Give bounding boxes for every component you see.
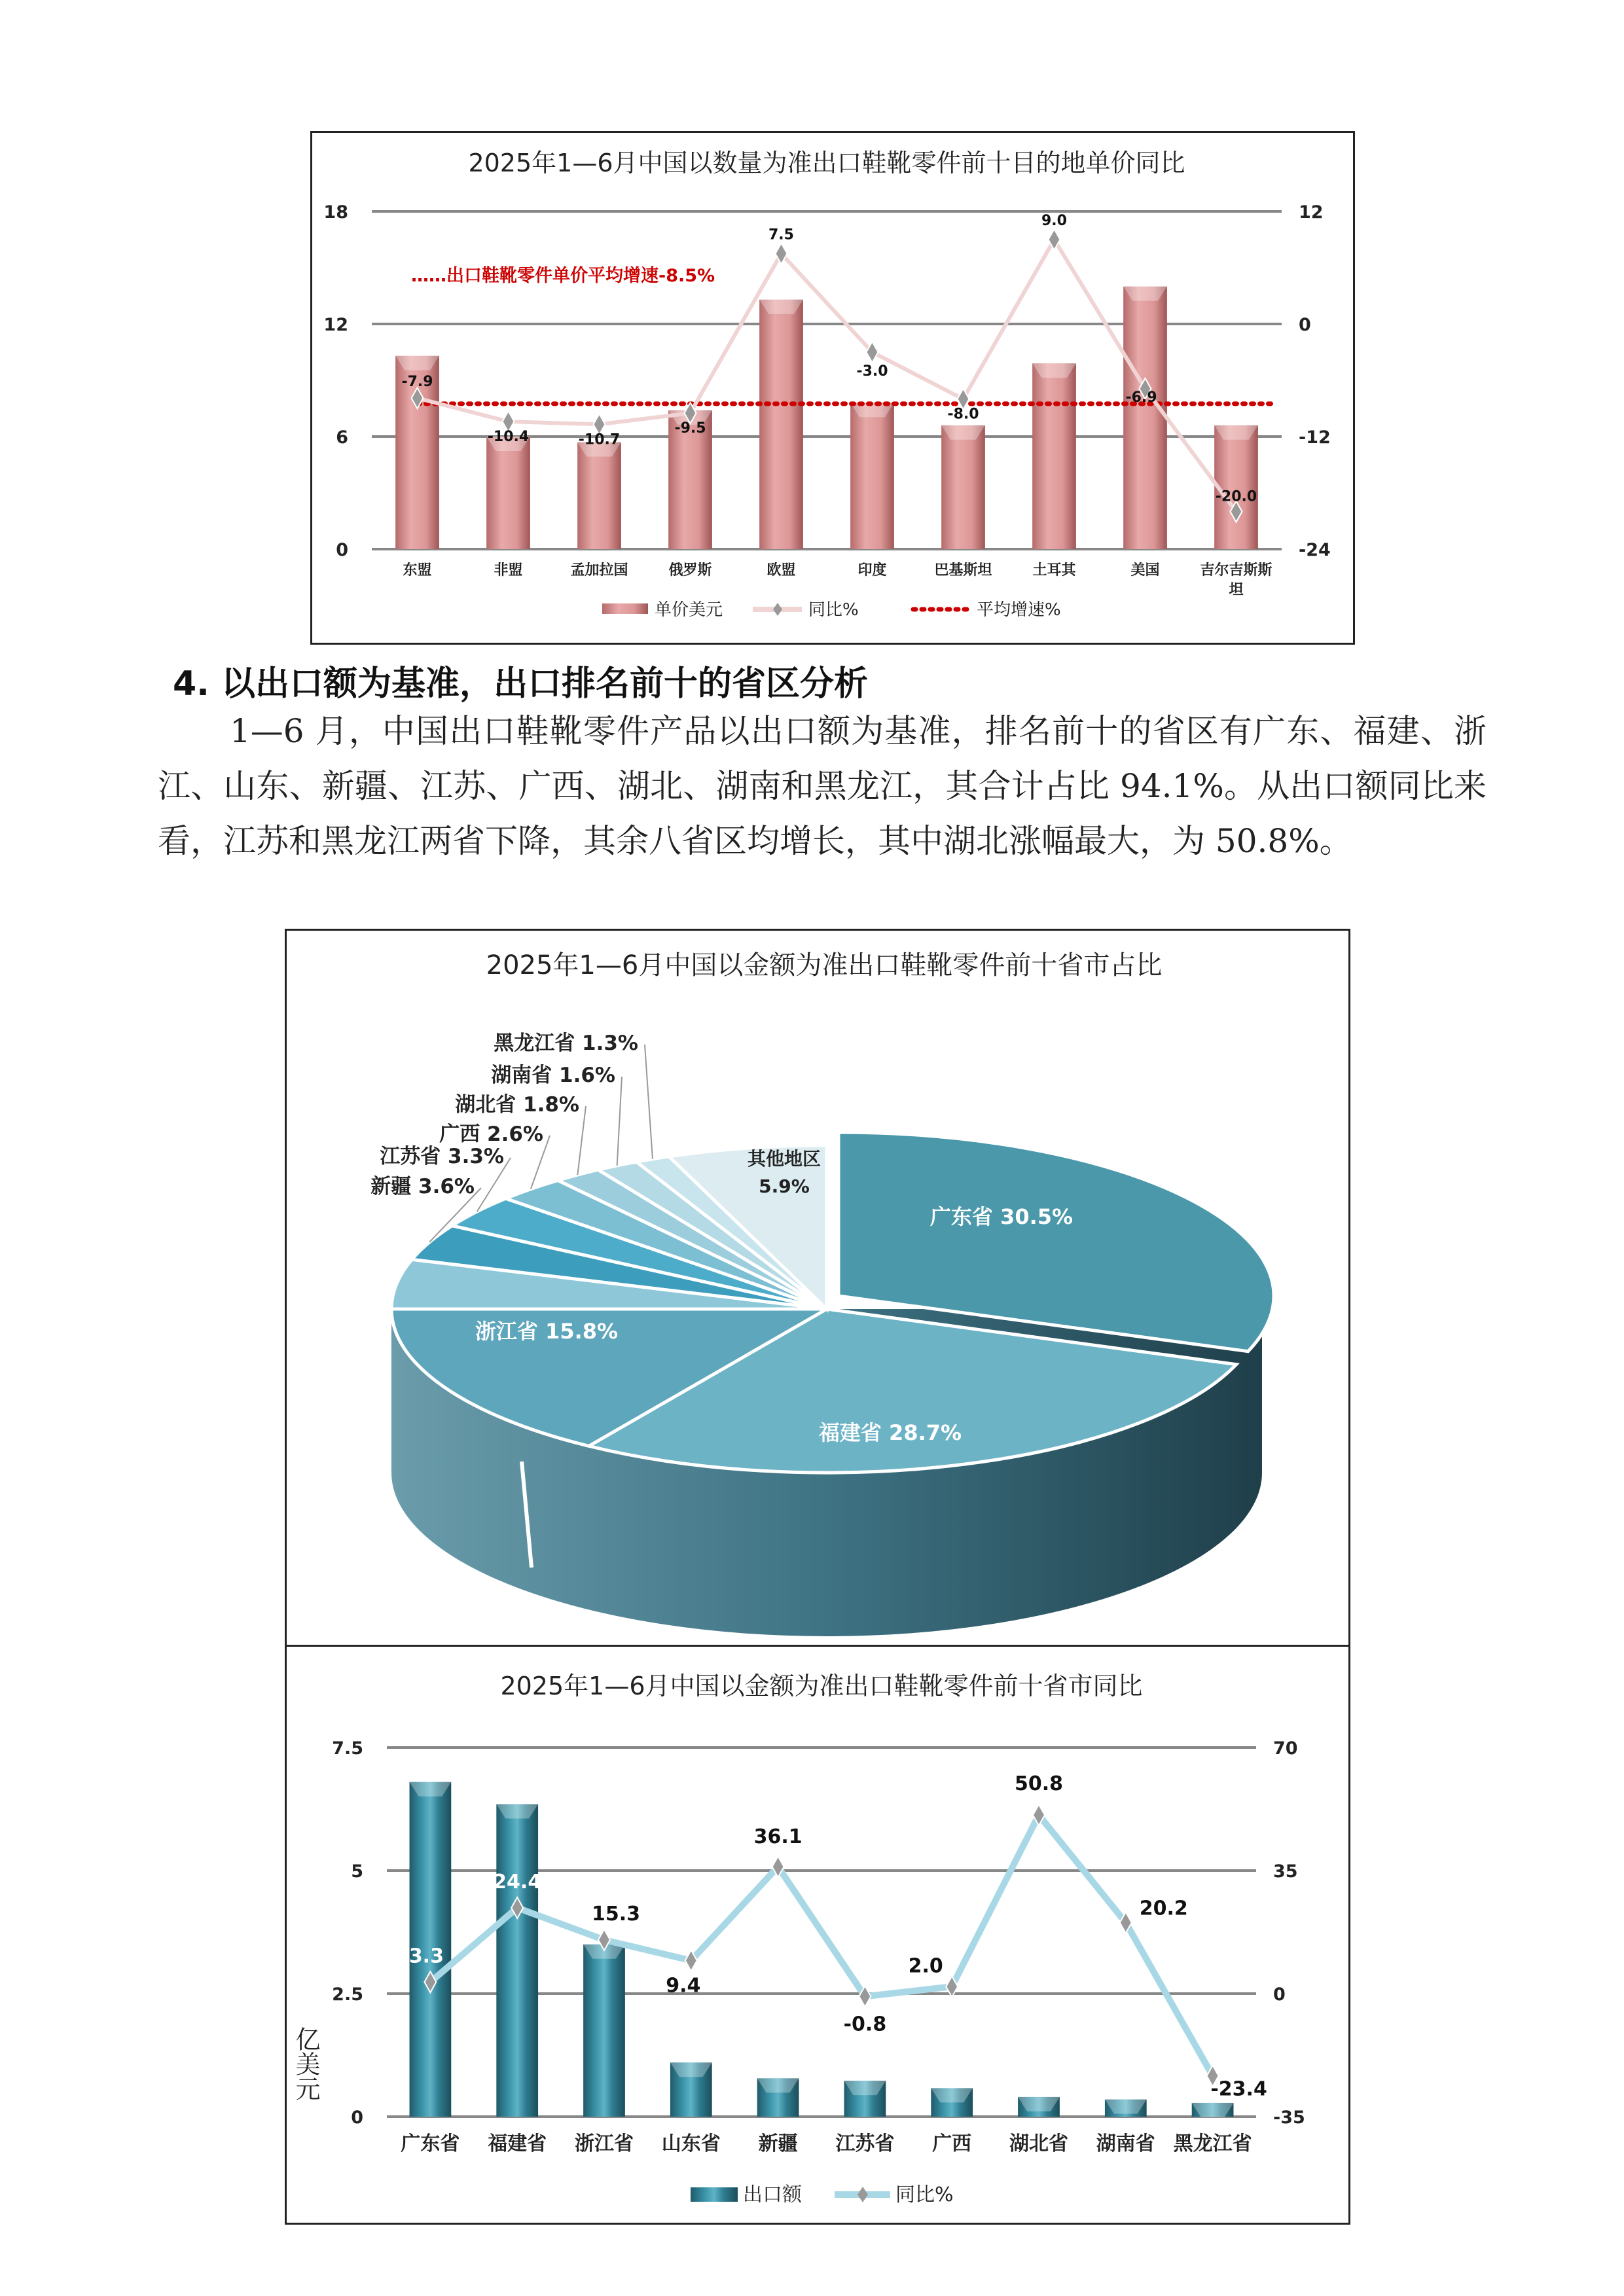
pie-label: 江苏省 3.3% bbox=[380, 1145, 504, 1168]
y2-tick-label: -35 bbox=[1273, 2108, 1305, 2128]
yoy-data-label: -3.0 bbox=[856, 363, 888, 380]
y2-tick-label: 70 bbox=[1273, 1738, 1298, 1759]
x-tick-label: 山东省 bbox=[661, 2132, 721, 2155]
legend-marker bbox=[857, 2187, 868, 2202]
legend-label: 同比% bbox=[808, 600, 859, 620]
x-tick-label: 欧盟 bbox=[767, 562, 796, 579]
pie-label: 湖南省 1.6% bbox=[491, 1064, 615, 1087]
yoy-data-label: -7.9 bbox=[401, 374, 433, 391]
y-tick-label: 18 bbox=[323, 202, 348, 223]
y-tick-label: 5 bbox=[351, 1861, 363, 1882]
yoy-data-label: 9.0 bbox=[1041, 213, 1067, 229]
legend-label: 同比% bbox=[895, 2183, 954, 2206]
y-tick-label: 2.5 bbox=[332, 1984, 363, 2005]
x-tick-label: 新疆 bbox=[758, 2132, 798, 2155]
yoy-data-label: 9.4 bbox=[666, 1974, 701, 1998]
y-tick-label: 0 bbox=[336, 540, 348, 560]
pie-label: 新疆 3.6% bbox=[370, 1175, 475, 1198]
pie-label: 5.9% bbox=[759, 1175, 810, 1197]
pie-label: 浙江省 15.8% bbox=[475, 1319, 619, 1344]
pie-label: 福建省 28.7% bbox=[818, 1420, 962, 1445]
pie-label: 广西 2.6% bbox=[439, 1122, 543, 1146]
x-tick-label: 江苏省 bbox=[835, 2132, 895, 2155]
x-tick-label: 湖南省 bbox=[1096, 2132, 1155, 2155]
yoy-data-label: -9.5 bbox=[674, 420, 706, 437]
x-tick-label: 土耳其 bbox=[1032, 562, 1076, 579]
yoy-data-label: -10.7 bbox=[578, 431, 621, 448]
x-tick-label: 吉尔吉斯斯 bbox=[1200, 562, 1272, 579]
y2-tick-label: 35 bbox=[1273, 1861, 1298, 1882]
section-paragraph: 1—6 月，中国出口鞋靴零件产品以出口额为基准，排名前十的省区有广东、福建、浙江、山东、新疆、江苏、广西、湖北、湖南和黑龙江，其合计占比 94.1%。从出口额同比来看，江苏和黑龙江两省下降，其余八省区均增长，其中湖北涨幅最大，为 50.8%。 bbox=[158, 712, 1487, 860]
pie-label: 其他地区 bbox=[747, 1148, 821, 1170]
legend-label: 平均增速% bbox=[977, 600, 1061, 620]
yoy-data-label: 2.0 bbox=[908, 1954, 943, 1978]
average-annotation: ……出口鞋靴零件单价平均增速-8.5% bbox=[411, 266, 715, 286]
x-tick-label: 巴基斯坦 bbox=[934, 562, 992, 579]
legend-swatch-bar bbox=[691, 2187, 738, 2202]
x-tick-label: 浙江省 bbox=[575, 2132, 634, 2155]
x-tick-label: 美国 bbox=[1130, 562, 1160, 579]
yoy-data-label: 3.3 bbox=[408, 1945, 444, 1968]
y-tick-label: 0 bbox=[351, 2108, 363, 2128]
yoy-data-label: -23.4 bbox=[1210, 2077, 1267, 2101]
yoy-line bbox=[430, 1815, 1212, 2076]
x-tick-label: 孟加拉国 bbox=[570, 562, 628, 579]
x-tick-label: 湖北省 bbox=[1009, 2132, 1068, 2155]
y2-tick-label: 0 bbox=[1273, 1984, 1286, 2005]
x-tick-label: 黑龙江省 bbox=[1173, 2132, 1252, 2155]
x-tick-label: 东盟 bbox=[403, 562, 432, 579]
yoy-data-label: -8.0 bbox=[947, 406, 979, 423]
y2-tick-label: 12 bbox=[1299, 202, 1324, 223]
pie-label: 广东省 30.5% bbox=[929, 1204, 1074, 1229]
yoy-data-label: 36.1 bbox=[753, 1825, 803, 1849]
yoy-data-label: 7.5 bbox=[768, 226, 794, 243]
yoy-data-label: -6.9 bbox=[1125, 389, 1157, 406]
yoy-data-label: 15.3 bbox=[591, 1902, 641, 1926]
chart-title: 2025年1—6月中国以金额为准出口鞋靴零件前十省市同比 bbox=[500, 1672, 1143, 1700]
chart-title: 2025年1—6月中国以数量为准出口鞋靴零件前十目的地单价同比 bbox=[468, 149, 1185, 177]
y-tick-label: 7.5 bbox=[332, 1738, 363, 1759]
legend-label: 出口额 bbox=[743, 2183, 802, 2206]
yoy-data-label: 50.8 bbox=[1014, 1772, 1064, 1796]
chart-title: 2025年1—6月中国以金额为准出口鞋靴零件前十省市占比 bbox=[486, 950, 1163, 980]
x-tick-label: 坦 bbox=[1229, 582, 1244, 598]
x-tick-label: 广西 bbox=[932, 2132, 972, 2155]
y2-tick-label: 0 bbox=[1299, 315, 1311, 335]
section-heading: 4. 以出口额为基准，出口排名前十的省区分析 bbox=[173, 664, 869, 704]
yoy-data-label: 20.2 bbox=[1139, 1897, 1188, 1920]
yoy-data-label: -20.0 bbox=[1215, 488, 1257, 505]
pie-label: 湖北省 1.8% bbox=[455, 1093, 579, 1117]
y-axis-label: 亿美元 bbox=[291, 2026, 320, 2101]
bar bbox=[496, 1804, 538, 2117]
legend-label: 单价美元 bbox=[655, 600, 723, 620]
yoy-data-label: -0.8 bbox=[843, 2013, 887, 2036]
x-tick-label: 福建省 bbox=[488, 2132, 547, 2155]
y-tick-label: 6 bbox=[336, 427, 348, 448]
x-tick-label: 非盟 bbox=[494, 562, 523, 579]
yoy-data-label: 24.4 bbox=[493, 1870, 542, 1893]
pie-label: 黑龙江省 1.3% bbox=[494, 1031, 638, 1055]
yoy-data-label: -10.4 bbox=[487, 429, 530, 446]
x-tick-label: 广东省 bbox=[401, 2132, 460, 2155]
y2-tick-label: -12 bbox=[1299, 427, 1331, 448]
bar bbox=[583, 1945, 625, 2117]
x-tick-label: 印度 bbox=[857, 562, 887, 579]
x-tick-label: 俄罗斯 bbox=[668, 562, 712, 579]
y2-tick-label: -24 bbox=[1299, 540, 1331, 560]
y-tick-label: 12 bbox=[323, 315, 348, 335]
